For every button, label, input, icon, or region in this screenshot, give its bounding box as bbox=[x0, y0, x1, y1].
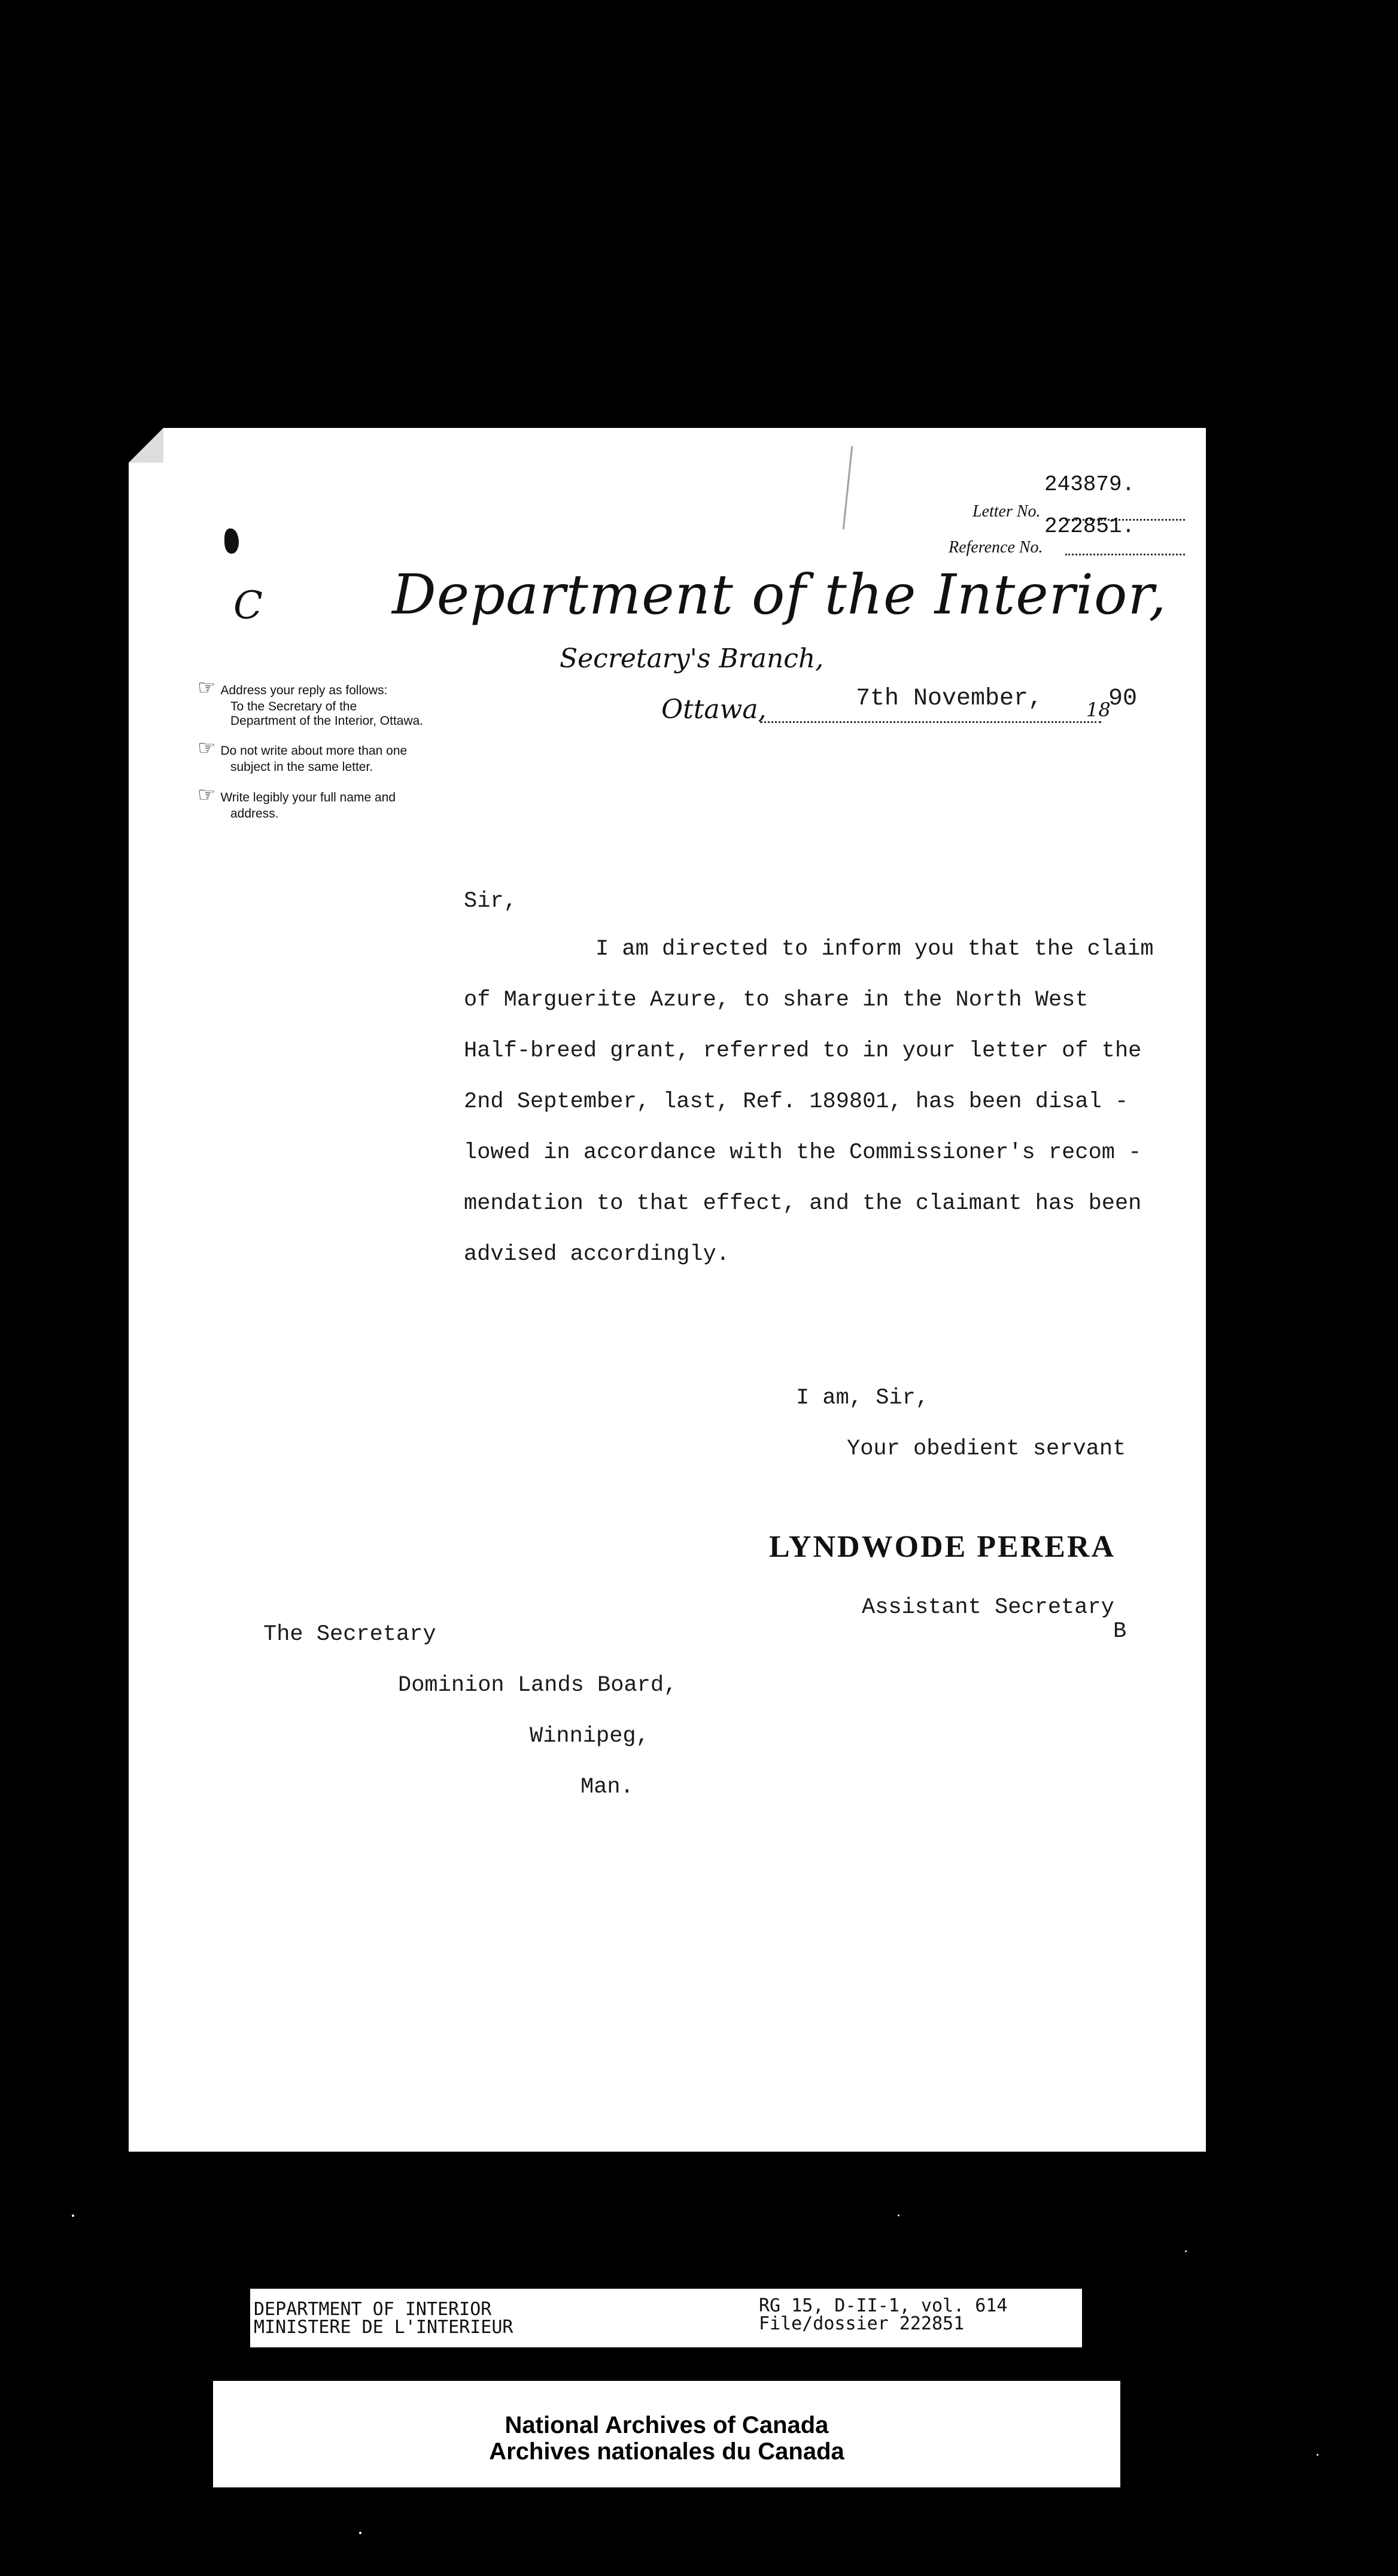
reference-number-label: Reference No. bbox=[949, 538, 1043, 557]
body-line: Half-breed grant, referred to in your letter of the bbox=[464, 1038, 1142, 1064]
pointing-hand-icon: ☞ bbox=[197, 783, 216, 806]
date-rule bbox=[760, 721, 1101, 723]
reference-number: 222851. bbox=[1044, 514, 1135, 539]
background-speck bbox=[898, 2214, 899, 2216]
instruction-write-legibly: ☞ Write legibly your full name and address. bbox=[197, 783, 425, 821]
body-line: 2nd September, last, Ref. 189801, has been disal - bbox=[464, 1089, 1129, 1114]
reference-number-rule bbox=[1065, 554, 1185, 555]
instruction-address: ☞ Address your reply as follows: To the Secretary of the Department of the Interior, Ottawa. bbox=[197, 676, 425, 728]
background-speck bbox=[1317, 2454, 1318, 2456]
archives-credit-french: Archives nationales du Canada bbox=[489, 2438, 844, 2465]
pointing-hand-icon: ☞ bbox=[197, 676, 216, 699]
body-line: of Marguerite Azure, to share in the North West bbox=[464, 988, 1089, 1013]
background-speck bbox=[1185, 2250, 1187, 2252]
archive-department: DEPARTMENT OF INTERIOR bbox=[254, 2299, 492, 2320]
instruction-write-legibly-line2: address. bbox=[230, 806, 279, 821]
instruction-address-line2: To the Secretary of the bbox=[230, 700, 357, 714]
archive-file-number: File/dossier 222851 bbox=[759, 2313, 965, 2334]
place-name: Ottawa, bbox=[661, 694, 767, 725]
typist-initial: B bbox=[1113, 1619, 1127, 1644]
department-title: Department of the Interior, bbox=[392, 563, 1167, 627]
letter-date: 7th November, bbox=[856, 685, 1043, 712]
instructions-block bbox=[197, 676, 425, 821]
year-prefix: 18 bbox=[1086, 698, 1111, 721]
archives-credit-label bbox=[213, 2381, 1120, 2487]
letter-number-label: Letter No. bbox=[972, 502, 1041, 521]
body-line: lowed in accordance with the Commissioner's recom - bbox=[464, 1140, 1142, 1165]
pointing-hand-icon: ☞ bbox=[197, 737, 216, 760]
folded-corner-shadow bbox=[129, 428, 163, 463]
closing-servant: Your obedient servant bbox=[847, 1436, 1126, 1462]
archive-reference-label bbox=[250, 2289, 1082, 2347]
instruction-address-line3: Department of the Interior, Ottawa. bbox=[230, 714, 424, 728]
instruction-one-subject: ☞ Do not write about more than one subject in the same letter. bbox=[197, 737, 425, 774]
archive-rg-volume: RG 15, D-II-1, vol. 614 bbox=[759, 2295, 1008, 2316]
year-suffix: 90 bbox=[1108, 685, 1138, 712]
background-speck bbox=[359, 2532, 361, 2534]
letter-page bbox=[129, 428, 1206, 2152]
recipient-line: Dominion Lands Board, bbox=[398, 1673, 677, 1698]
recipient-line: Man. bbox=[581, 1775, 634, 1800]
margin-letter: C bbox=[233, 584, 263, 628]
recipient-line: The Secretary bbox=[263, 1622, 436, 1647]
signature-stamp: LYNDWODE PERERA bbox=[769, 1530, 1116, 1564]
archive-ministere: MINISTERE DE L'INTERIEUR bbox=[254, 2317, 513, 2338]
recipient-line: Winnipeg, bbox=[530, 1724, 649, 1749]
salutation: Sir, bbox=[464, 889, 517, 914]
signature-title: Assistant Secretary bbox=[862, 1595, 1114, 1620]
body-line: mendation to that effect, and the claimant has been bbox=[464, 1191, 1142, 1216]
background-speck bbox=[72, 2214, 74, 2217]
archives-credit-english: National Archives of Canada bbox=[505, 2412, 829, 2438]
body-line: advised accordingly. bbox=[464, 1242, 730, 1267]
branch-name: Secretary's Branch, bbox=[560, 643, 824, 674]
body-line: I am directed to inform you that the claim bbox=[595, 937, 1154, 962]
instruction-one-subject-line2: subject in the same letter. bbox=[230, 760, 373, 774]
letter-number: 243879. bbox=[1044, 472, 1135, 497]
pencil-mark bbox=[843, 446, 853, 530]
closing-line: I am, Sir, bbox=[796, 1386, 929, 1411]
margin-ink-mark bbox=[224, 528, 239, 554]
